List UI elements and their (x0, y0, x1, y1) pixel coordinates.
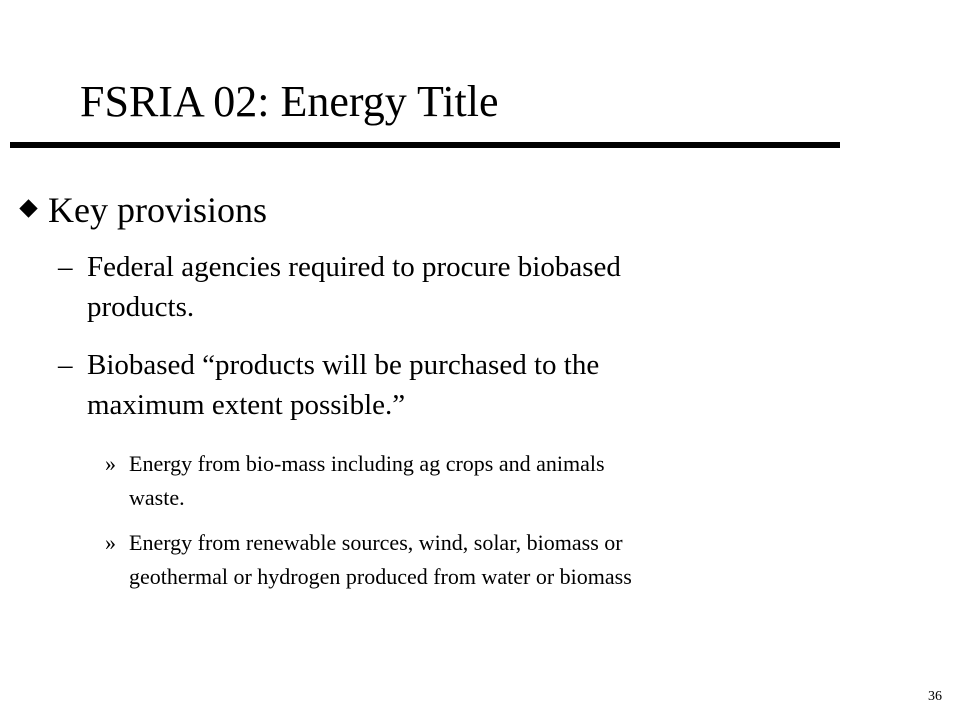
sub-marker: » (105, 451, 116, 476)
page-number: 36 (928, 689, 942, 704)
sub-item-line: waste. (129, 485, 185, 510)
dash-item-line: Biobased “products will be purchased to the (87, 349, 600, 381)
bullet-text: Key provisions (48, 190, 267, 230)
dash-item-text (87, 247, 817, 327)
slide-title: FSRIA 02: Energy Title (80, 77, 499, 126)
dash-item-line: maximum extent possible.” (87, 389, 406, 421)
title-underline (10, 142, 840, 148)
sub-item-line: geothermal or hydrogen produced from water or biomass (129, 564, 632, 589)
sub-item-line: Energy from bio-mass including ag crops and animals (129, 451, 605, 476)
diamond-bullet-icon (19, 199, 37, 217)
dash-item-line: Federal agencies required to procure biobased (87, 251, 621, 283)
dash-item-text (87, 345, 817, 425)
sub-item-line: Energy from renewable sources, wind, solar, biomass or (129, 530, 623, 555)
dash-item-line: products. (87, 291, 195, 323)
sub-item-text (129, 526, 879, 594)
dash-marker: – (58, 251, 73, 283)
sub-item-text (129, 447, 879, 515)
sub-marker: » (105, 530, 116, 555)
dash-marker: – (58, 349, 73, 381)
